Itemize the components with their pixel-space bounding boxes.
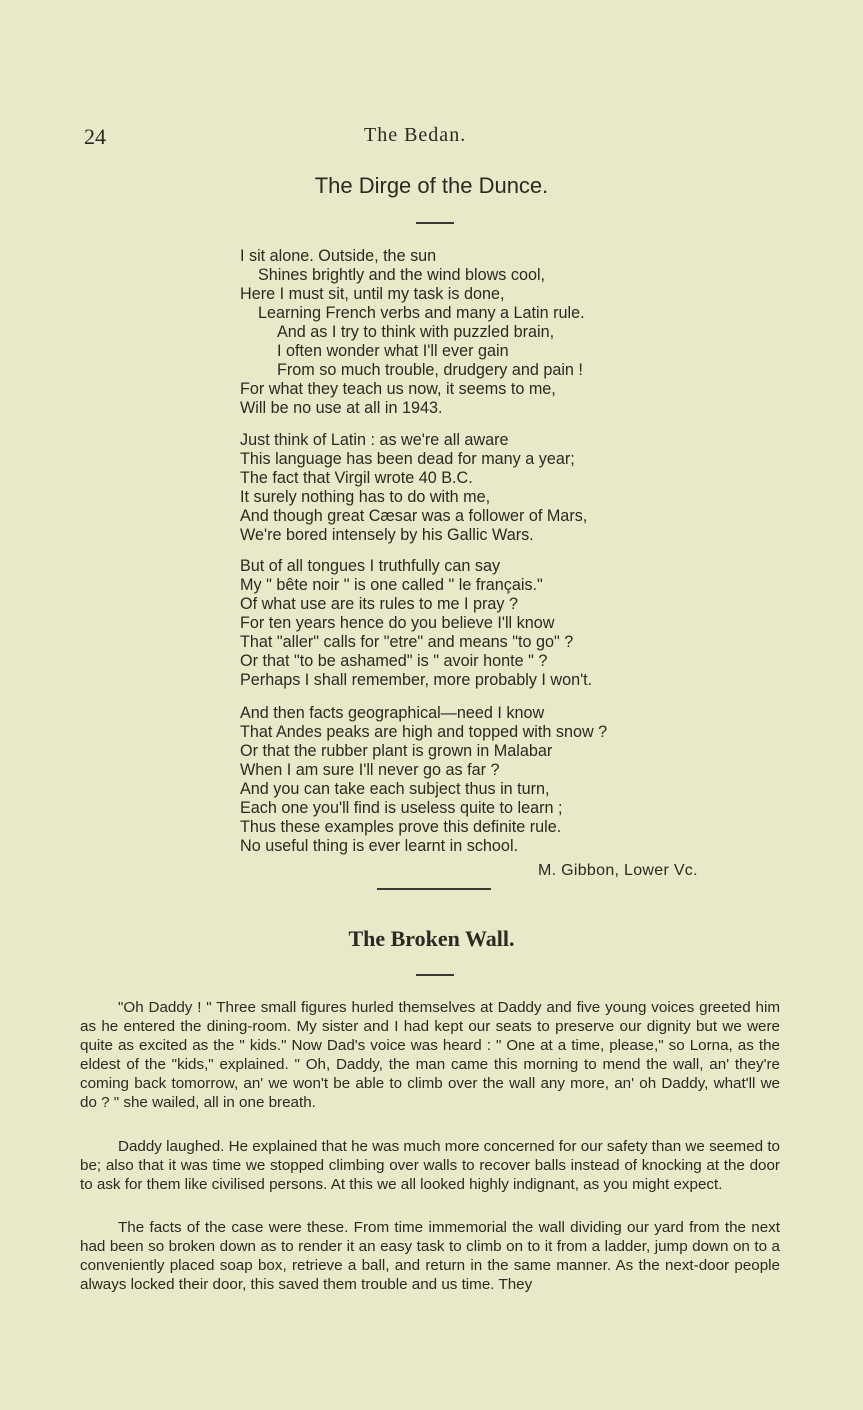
story-paragraph: Daddy laughed. He explained that he was much more concerned for our safety than we seemed to be; also that it was time we stopped climbing over walls to recover balls instead of knocking at the door to ask for them like civilised persons. At this we all looked highly indignant, as you might expect. xyxy=(80,1138,780,1193)
poem-line: Just think of Latin : as we're all aware xyxy=(240,431,509,449)
poem-line: No useful thing is ever learnt in school. xyxy=(240,837,519,855)
poem-line: From so much trouble, drudgery and pain ! xyxy=(277,361,583,379)
poem-line: This language has been dead for many a year; xyxy=(240,450,575,468)
section-divider xyxy=(377,888,491,890)
poem-line: Learning French verbs and many a Latin rule. xyxy=(258,304,585,322)
story-paragraph: The facts of the case were these. From time immemorial the wall dividing our yard from the next had been so broken down as to render it an easy task to climb on to it from a ladder, jump down on to a conveniently placed soap box, retrieve a ball, and return in the same manner. As the next-door people always locked their door, this saved them trouble and us time. They xyxy=(80,1219,780,1293)
poem-line: We're bored intensely by his Gallic Wars. xyxy=(240,526,534,544)
poem-line: Or that the rubber plant is grown in Malabar xyxy=(240,742,553,760)
poem-line: Or that "to be ashamed" is " avoir honte " ? xyxy=(240,652,548,670)
poem-line: Thus these examples prove this definite rule. xyxy=(240,818,562,836)
poem-line: When I am sure I'll never go as far ? xyxy=(240,761,500,779)
poem-line: It surely nothing has to do with me, xyxy=(240,488,491,506)
poem-line: For what they teach us now, it seems to me, xyxy=(240,380,556,398)
poem-line: Shines brightly and the wind blows cool, xyxy=(258,266,546,284)
poem-line: Of what use are its rules to me I pray ? xyxy=(240,595,519,613)
story-paragraph: "Oh Daddy ! " Three small figures hurled themselves at Daddy and five young voices greeted him as he entered the dining-room. My sister and I had kept our seats to preserve our dignity but we were quite as excited as the " kids." Now Dad's voice was heard : " One at a time, please," so Lorna, as the eldest of the "kids," explained. " Oh, Daddy, the man came this morning to mend the wall, an' they're coming back tomorrow, an' we won't be able to climb over the wall any more, an' oh Daddy, what'll we do ? " she wailed, all in one breath. xyxy=(80,999,780,1111)
poem-line: Perhaps I shall remember, more probably I won't. xyxy=(240,671,593,689)
poem-line: And as I try to think with puzzled brain, xyxy=(277,323,555,341)
poem-line: Each one you'll find is useless quite to learn ; xyxy=(240,799,563,817)
poem-line: And though great Cæsar was a follower of Mars, xyxy=(240,507,588,525)
poem-line: Will be no use at all in 1943. xyxy=(240,399,443,417)
running-header: The Bedan. xyxy=(364,124,467,146)
page-number: 24 xyxy=(84,124,106,149)
poem-title: The Dirge of the Dunce. xyxy=(314,173,549,198)
poem-line: That Andes peaks are high and topped with snow ? xyxy=(240,723,608,741)
poem-line: Here I must sit, until my task is done, xyxy=(240,285,505,303)
title-divider xyxy=(416,222,454,224)
poem-line: I sit alone. Outside, the sun xyxy=(240,247,437,265)
poem-line: But of all tongues I truthfully can say xyxy=(240,557,501,575)
title-divider xyxy=(416,974,454,976)
poem-line: The fact that Virgil wrote 40 B.C. xyxy=(240,469,473,487)
story-title: The Broken Wall. xyxy=(348,926,515,951)
poem-line: I often wonder what I'll ever gain xyxy=(277,342,509,360)
poem-line: And then facts geographical—need I know xyxy=(240,704,545,722)
poem-line: My " bête noir " is one called " le français." xyxy=(240,576,543,594)
poem-line: For ten years hence do you believe I'll know xyxy=(240,614,555,632)
poem-attribution: M. Gibbon, Lower Vc. xyxy=(538,862,698,879)
poem-line: And you can take each subject thus in turn, xyxy=(240,780,550,798)
poem-line: That "aller" calls for "etre" and means "to go" ? xyxy=(240,633,574,651)
